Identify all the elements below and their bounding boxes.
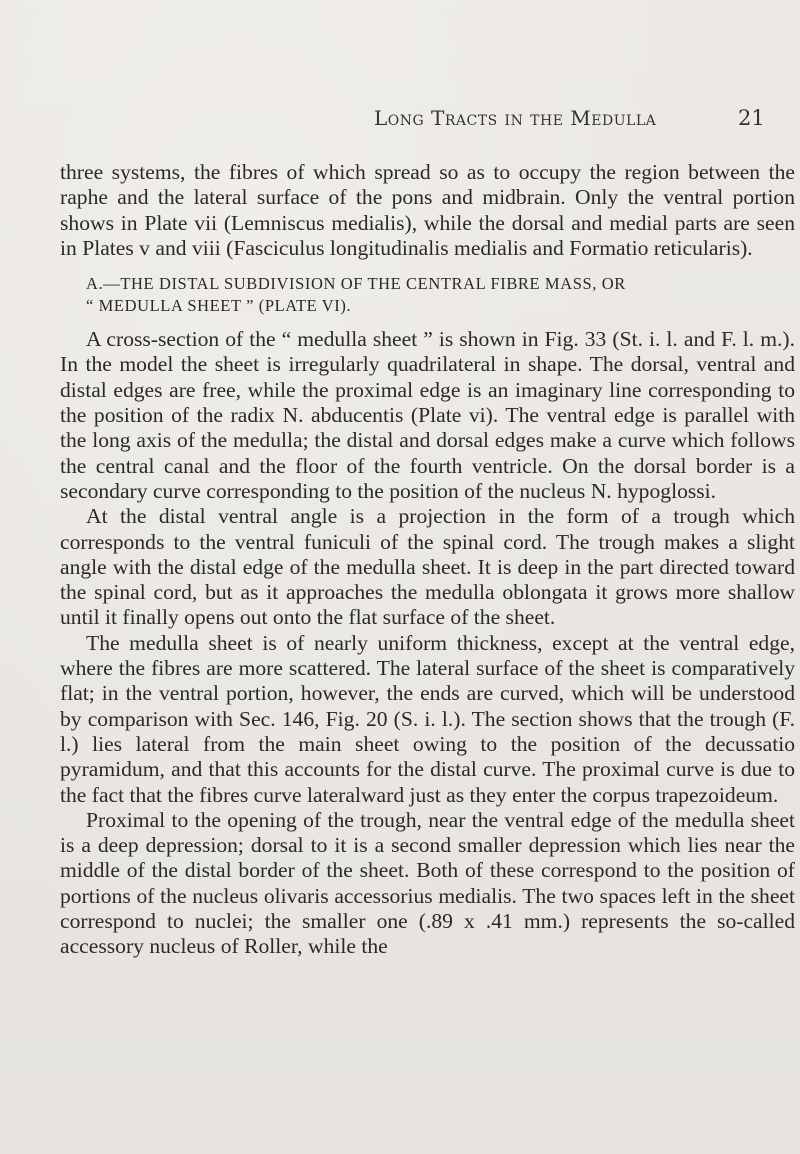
section-heading-line-1: A.—THE DISTAL SUBDIVISION OF THE CENTRAL FIBRE MASS, OR xyxy=(86,274,626,294)
running-title: Long Tracts in the Medulla xyxy=(374,106,657,130)
running-head xyxy=(0,106,800,136)
body-text xyxy=(60,160,795,960)
section-heading-line-2: “ MEDULLA SHEET ” (PLATE VI). xyxy=(86,296,352,316)
section-heading xyxy=(60,273,795,317)
paragraph: The medulla sheet is of nearly uniform thickness, except at the ventral edge, where the fibres are more scattered. The lateral surface of the sheet is comparatively flat; in the ventral portion, however, the ends are curved, which will be understood by comparison with Sec. 146, Fig. 20 (S. i. l.). The section shows that the trough (F. l.) lies lateral from the main sheet owing to the position of the decussatio pyramidum, and that this accounts for the distal curve. The proximal curve is due to the fact that the fibres curve lateralward just as they enter the corpus trapezoideum. xyxy=(60,630,795,807)
paragraph: A cross-section of the “ medulla sheet ” is shown in Fig. 33 (St. i. l. and F. l. m.). In the model the sheet is irregularly quadrilateral in shape. The dorsal, ventral and distal edges are free, while the proximal edge is an imaginary line corresponding to the position of the radix N. abducentis (Plate vi). The ventral edge is parallel with the long axis of the medulla; the distal and dorsal edges make a curve which follows the central canal and the floor of the fourth ventricle. On the dorsal border is a secondary curve corresponding to the position of the nucleus N. hypoglossi. xyxy=(60,327,795,503)
paragraph-continuation: three systems, the fibres of which spread so as to occupy the region between the raphe and the lateral surface of the pons and midbrain. Only the ventral portion shows in Plate vii (Lemniscus medialis), while the dorsal and medial parts are seen in Plates v and viii (Fasciculus longitudinalis medialis and Formatio reticularis). xyxy=(60,160,795,260)
paragraph: At the distal ventral angle is a projection in the form of a trough which corresponds to the ventral funiculi of the spinal cord. The trough makes a slight angle with the distal edge of the medulla sheet. It is deep in the part directed toward the spinal cord, but as it approaches the medulla oblongata it grows more shallow until it finally opens out onto the flat surface of the sheet. xyxy=(60,504,795,630)
page-number: 21 xyxy=(738,106,765,130)
paragraph: Proximal to the opening of the trough, near the ventral edge of the medulla sheet is a deep depression; dorsal to it is a second smaller depression which lies near the middle of the distal border of the sheet. Both of these correspond to the position of portions of the nucleus olivaris accessorius medialis. The two spaces left in the sheet correspond to nuclei; the smaller one (.89 x .41 mm.) represents the so-called accessory nucleus of Roller, while the xyxy=(60,807,795,959)
